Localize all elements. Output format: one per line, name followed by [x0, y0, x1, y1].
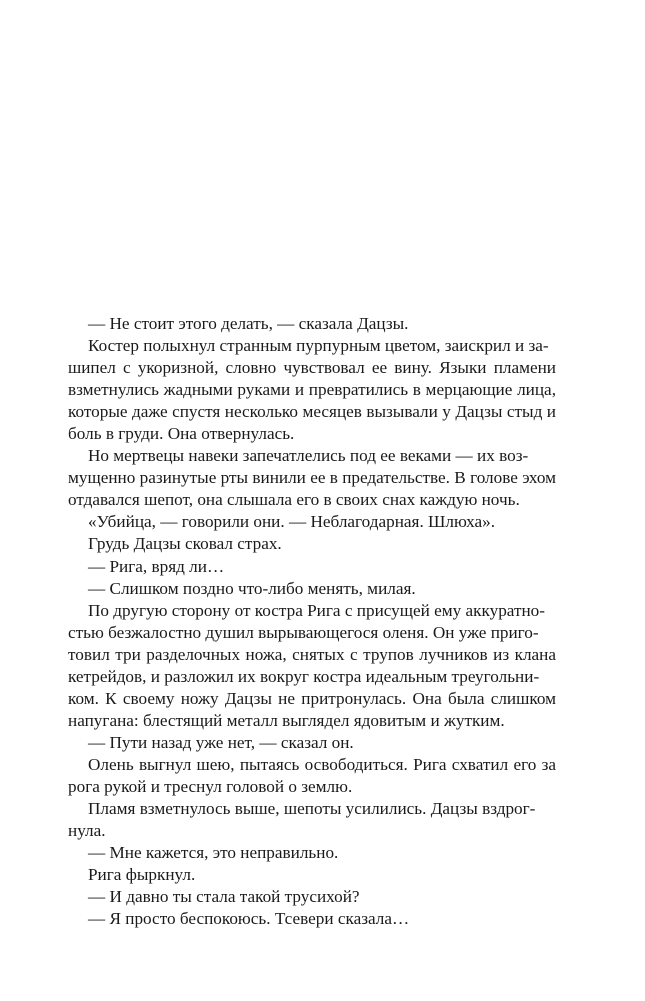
page-text [68, 313, 556, 930]
text-line: стью безжалостно душил вырывающегося оленя. Он уже приго- [68, 622, 539, 642]
dialogue-line [68, 578, 556, 600]
dialogue-line [68, 908, 556, 930]
text-line: — Рига, вряд ли… [88, 556, 225, 576]
text-line: — Я просто беспокоюсь. Тсевери сказала… [88, 909, 410, 929]
dialogue-line [68, 556, 556, 578]
dialogue-line [68, 842, 556, 864]
text-line: «Убийца, — говорили они. — Неблагодарная. Шлюха». [88, 512, 496, 532]
text-line: эхом отдавался шепот, она слышала его в своих снах каждую [68, 468, 556, 510]
text-line: Рига фыркнул. [88, 865, 196, 885]
dialogue-line [68, 886, 556, 908]
paragraph [68, 864, 556, 886]
dialogue-line [68, 313, 556, 335]
text-line: Олень выгнул шею, пытаясь освободиться. Рига схватил его [88, 754, 537, 774]
paragraph [68, 511, 556, 533]
text-line: — Не стоит этого делать, — сказала Дацзы. [88, 314, 409, 333]
text-line: напугана: блестящий металл выглядел ядовитым и жутким. [68, 710, 505, 730]
paragraph [68, 445, 556, 511]
paragraph [68, 754, 556, 798]
text-line: — Слишком поздно что-либо менять, милая. [88, 578, 416, 598]
paragraph [68, 600, 556, 732]
paragraph [68, 798, 556, 842]
text-line: Пламя взметнулось выше, шепоты усилились. Дацзы вздрог- [88, 799, 536, 819]
text-line: кетрейдов, и разложил их вокруг костра идеальным треугольни- [68, 666, 540, 686]
text-line: ком. К своему ножу Дацзы не притронулась. Она была слишком [68, 688, 556, 708]
text-line: товил три разделочных ножа, снятых с трупов лучников из клана [68, 644, 556, 664]
text-line: нула. [68, 821, 106, 841]
text-line: ночь. [481, 490, 520, 510]
paragraph [68, 533, 556, 555]
text-line: мущенно разинутые рты винили ее в предательстве. В голове [68, 468, 518, 488]
text-line: за рога рукой и треснул головой о землю. [68, 754, 557, 796]
text-line: взметнулись жадными руками и превратились в мерцающие лица, [68, 380, 556, 400]
text-line: — И давно ты стала такой трусихой? [88, 887, 360, 907]
text-line: шипел с укоризной, словно чувствовал ее вину. Языки пламени [68, 358, 556, 378]
text-line: По другую сторону от костра Рига с присущей ему аккуратно- [88, 600, 545, 620]
text-line: — Мне кажется, это неправильно. [88, 843, 339, 863]
text-line: Грудь Дацзы сковал страх. [88, 534, 282, 554]
text-line: Костер полыхнул странным пурпурным цветом, заискрил и за- [88, 336, 549, 356]
text-line: и боль в груди. Она отвернулась. [68, 402, 556, 444]
paragraph [68, 335, 556, 445]
text-line: Но мертвецы навеки запечатлелись под ее веками — их воз- [88, 446, 529, 466]
text-line: которые даже спустя несколько месяцев вызывали у Дацзы стыд [68, 402, 543, 422]
dialogue-line [68, 732, 556, 754]
text-line: — Пути назад уже нет, — сказал он. [88, 732, 354, 752]
